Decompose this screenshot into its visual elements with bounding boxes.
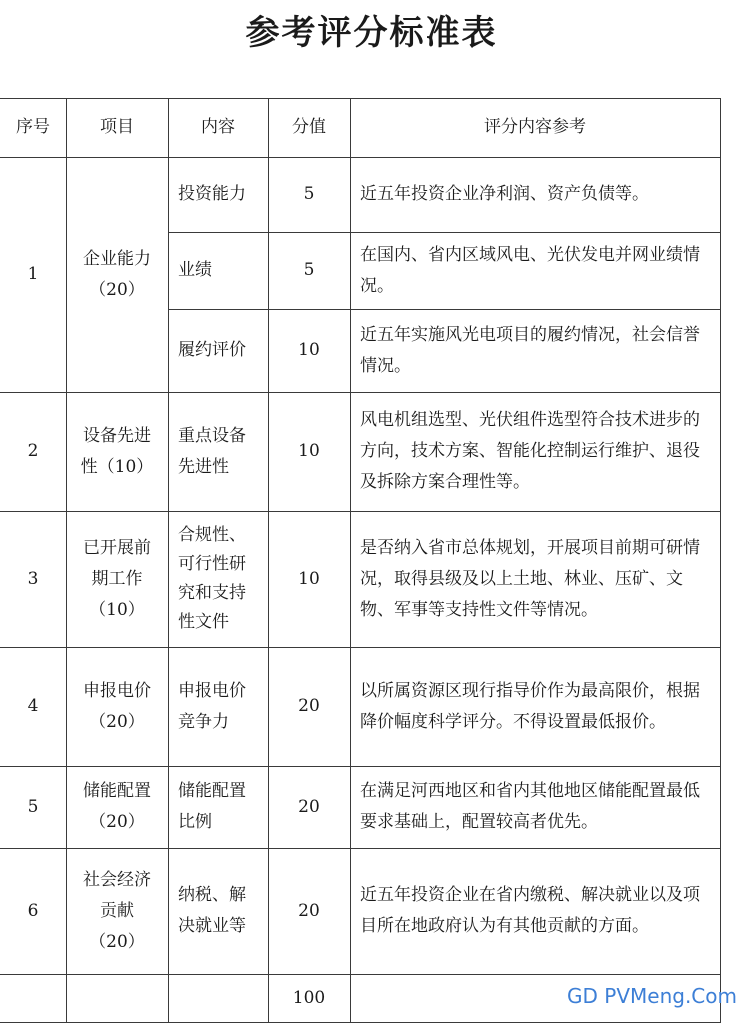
row5-item xyxy=(66,766,168,848)
table-border-bottom xyxy=(0,1022,721,1023)
row2-item-text: 设备先进 性（10） xyxy=(80,425,154,477)
row3-content xyxy=(168,511,268,647)
row2-item xyxy=(66,392,168,511)
total-score: 100 xyxy=(292,987,326,1008)
row1-seq: 1 xyxy=(27,264,39,284)
row2-score: 10 xyxy=(298,441,320,461)
row1-sub1-content: 投资能力 xyxy=(178,184,246,204)
table-border-right xyxy=(720,98,721,1023)
row6-content xyxy=(168,848,268,974)
row5-score: 20 xyxy=(298,796,320,817)
row4-content-text: 申报电价 竞争力 xyxy=(178,680,246,732)
row2-seq: 2 xyxy=(27,441,39,461)
row4-reference: 以所属资源区现行指导价作为最高限价，根据降价幅度科学评分。不得设置最低报价。 xyxy=(360,680,700,732)
row3-content-text: 合规性、 可行性研 究和支持 性文件 xyxy=(178,525,246,632)
row1-sub1-score: 5 xyxy=(303,184,315,204)
row3-reference: 是否纳入省市总体规划，开展项目前期可研情况，取得县级及以上土地、林业、压矿、文物、军事等支持性文件等情况。 xyxy=(360,537,700,620)
row3-item-text: 已开展前 期工作 （10） xyxy=(83,537,151,620)
row3-score: 10 xyxy=(298,568,320,589)
row6-seq: 6 xyxy=(27,900,39,921)
header-content: 内容 xyxy=(201,117,235,137)
row1-sub2-score: 5 xyxy=(303,260,315,280)
row2-reference: 风电机组选型、光伏组件选型符合技术进步的方向，技术方案、智能化控制运行维护、退役及拆除方案合理性等。 xyxy=(360,410,700,492)
row5-content-text: 储能配置 比例 xyxy=(178,781,246,832)
row1-sub3-reference: 近五年实施风光电项目的履约情况，社会信誉情况。 xyxy=(360,324,700,376)
row4-score: 20 xyxy=(298,696,320,716)
row4-item-text: 申报电价 （20） xyxy=(83,680,151,732)
row6-reference: 近五年投资企业在省内缴税、解决就业以及项目所在地政府认为有其他贡献的方面。 xyxy=(360,885,700,936)
row5-reference: 在满足河西地区和省内其他地区储能配置最低要求基础上，配置较高者优先。 xyxy=(360,781,700,832)
header-item: 项目 xyxy=(100,117,134,137)
row6-content-text: 纳税、解 决就业等 xyxy=(178,885,246,936)
header-seq: 序号 xyxy=(16,117,50,137)
row1-sub2-content: 业绩 xyxy=(178,260,212,280)
row1-item xyxy=(66,157,168,392)
row4-item xyxy=(66,647,168,766)
header-score: 分值 xyxy=(292,117,326,137)
row4-seq: 4 xyxy=(27,696,39,716)
header-reference: 评分内容参考 xyxy=(484,117,586,137)
row6-item-text: 社会经济 贡献 （20） xyxy=(83,869,151,952)
row1-sub2-reference: 在国内、省内区域风电、光伏发电并网业绩情况。 xyxy=(360,244,700,296)
row2-content-text: 重点设备 先进性 xyxy=(178,425,246,477)
row6-score: 20 xyxy=(298,900,320,921)
row1-sub1-reference: 近五年投资企业净利润、资产负债等。 xyxy=(360,184,649,204)
row1-item-text: 企业能力 （20） xyxy=(83,248,151,300)
row3-seq: 3 xyxy=(27,568,39,589)
row5-seq: 5 xyxy=(27,796,39,817)
row1-sub3-content: 履约评价 xyxy=(178,340,246,360)
row3-item xyxy=(66,511,168,647)
row5-item-text: 储能配置 （20） xyxy=(83,781,151,832)
row1-sub3-score: 10 xyxy=(298,340,320,360)
row5-content xyxy=(168,766,268,848)
row4-content xyxy=(168,647,268,766)
page-title: 参考评分标准表 xyxy=(245,13,498,53)
row2-content xyxy=(168,392,268,511)
row-divider xyxy=(0,974,721,975)
row6-item xyxy=(66,848,168,974)
watermark: GD PVMeng.Com xyxy=(567,984,737,1008)
